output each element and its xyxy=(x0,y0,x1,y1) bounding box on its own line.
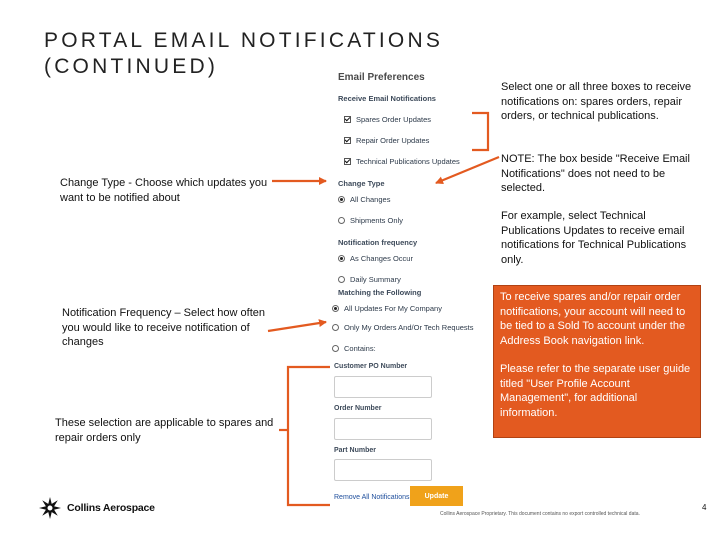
applicable-note: These selection are applicable to spares and repair orders only xyxy=(55,417,274,444)
example-note: For example, select Technical Publications Updates to receive email notifications for Technical Publications only. xyxy=(501,210,687,266)
all-changes-label: All Changes xyxy=(350,195,391,204)
shipments-only-label: Shipments Only xyxy=(350,216,403,225)
note-arrow xyxy=(436,157,499,183)
collins-logo-icon xyxy=(38,496,62,520)
remove-all-notifications-link[interactable]: Remove All Notifications xyxy=(334,494,410,501)
select-boxes-note: Select one or all three boxes to receive notifications on: spares orders, repair orders, or technical publications. xyxy=(501,81,692,122)
frequency-label: Notification frequency xyxy=(338,238,418,247)
receive-email-label: Receive Email Notifications xyxy=(338,94,436,103)
page-number: 4 xyxy=(702,503,707,512)
collins-logo xyxy=(38,496,155,520)
change-type-label: Change Type xyxy=(338,179,385,188)
receive-note: NOTE: The box beside "Receive Email Notifications" does not need to be selected. xyxy=(501,153,690,194)
fields-bracket xyxy=(288,367,330,505)
checkbox-bracket xyxy=(472,113,488,150)
spares-order-label: Spares Order Updates xyxy=(356,115,432,124)
all-updates-label: All Updates For My Company xyxy=(344,304,442,313)
change-type-note: Change Type - Choose which updates you want to be notified about xyxy=(60,177,268,204)
repair-order-label: Repair Order Updates xyxy=(356,136,430,145)
callout-paragraph-2: Please refer to the separate user guide titled "User Profile Account Management", for additional information. xyxy=(500,363,691,419)
as-changes-label: As Changes Occur xyxy=(350,254,413,263)
logo-text: Collins Aerospace xyxy=(67,502,155,514)
matching-label: Matching the Following xyxy=(338,288,422,297)
customer-po-label: Customer PO Number xyxy=(334,363,408,370)
only-my-orders-label: Only My Orders And/Or Tech Requests xyxy=(344,323,474,332)
contains-label: Contains: xyxy=(344,344,376,353)
daily-summary-label: Daily Summary xyxy=(350,275,401,284)
callout-paragraph-1: To receive spares and/or repair order notifications, your account will need to be tied to a Sold To account under the Address Book navigation link. xyxy=(500,291,686,347)
title-line-1: PORTAL EMAIL NOTIFICATIONS xyxy=(44,29,444,52)
part-number-label: Part Number xyxy=(334,447,377,454)
order-number-label: Order Number xyxy=(334,405,382,412)
frequency-arrow xyxy=(268,322,326,331)
title-line-2: (CONTINUED) xyxy=(44,55,219,78)
update-button[interactable]: Update xyxy=(410,486,463,506)
panel-heading: Email Preferences xyxy=(338,72,425,83)
frequency-note: Notification Frequency – Select how often you would like to receive notification of changes xyxy=(62,307,266,348)
tech-pubs-label: Technical Publications Updates xyxy=(356,157,460,166)
proprietary-footer: Collins Aerospace Proprietary. This document contains no export controlled technical data. xyxy=(440,511,640,517)
